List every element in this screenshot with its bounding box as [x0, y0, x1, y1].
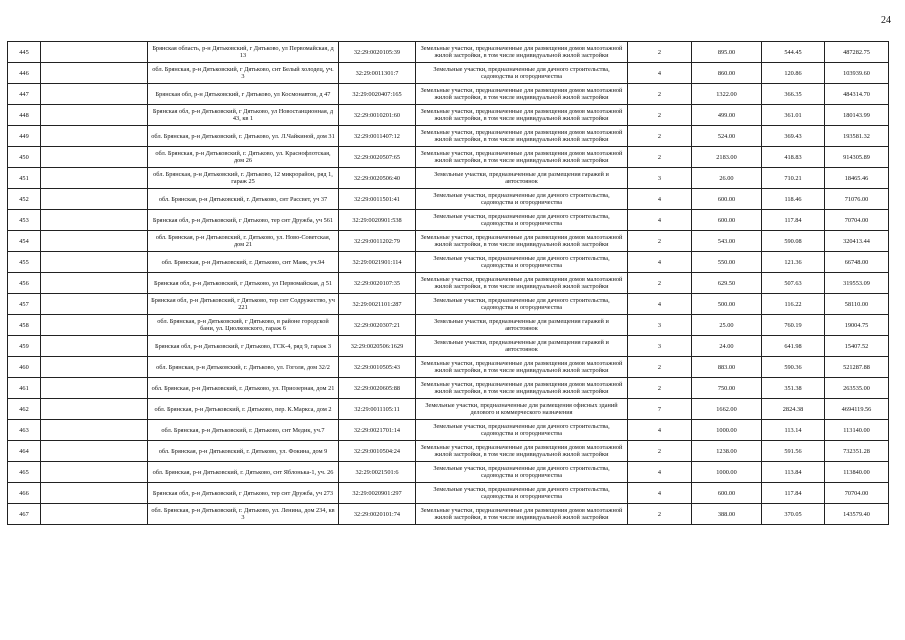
blank-cell [41, 210, 148, 231]
unit-value-cell: 2824.38 [762, 399, 825, 420]
group-cell: 2 [628, 231, 692, 252]
area-cell: 895.00 [692, 42, 762, 63]
land-use-cell: Земельные участки, предназначенные для размещения гаражей и автостоянок [416, 315, 628, 336]
cadastral-value-cell: 732351.28 [825, 441, 889, 462]
unit-value-cell: 117.84 [762, 210, 825, 231]
row-number-cell: 447 [8, 84, 41, 105]
unit-value-cell: 120.86 [762, 63, 825, 84]
address-cell: обл. Брянская, р-н Дятьковский, г. Дятьково, ул. Гоголя, дом 32/2 [148, 357, 339, 378]
group-cell: 2 [628, 357, 692, 378]
land-use-cell: Земельные участки, предназначенные для размещения домов малоэтажной жилой застройки, в том числе индивидуальной жилой застройки [416, 441, 628, 462]
group-cell: 2 [628, 378, 692, 399]
area-cell: 629.50 [692, 273, 762, 294]
cadastral-number-cell: 32:29:0010505:43 [339, 357, 416, 378]
address-cell: Брянская обл, р-н Дятьковский, г Дятьково, ул Новостанционная, д 43, кв 1 [148, 105, 339, 126]
group-cell: 3 [628, 336, 692, 357]
land-use-cell: Земельные участки, предназначенные для дачного строительства, садоводства и огородничества [416, 189, 628, 210]
address-cell: Брянская обл, р-н Дятьковский, г Дятьково, ул Космонавтов, д 47 [148, 84, 339, 105]
cadastral-number-cell: 32:29:0021901:114 [339, 252, 416, 273]
group-cell: 2 [628, 42, 692, 63]
land-use-cell: Земельные участки, предназначенные для размещения гаражей и автостоянок [416, 336, 628, 357]
row-number-cell: 461 [8, 378, 41, 399]
blank-cell [41, 63, 148, 84]
cadastral-value-cell: 18465.46 [825, 168, 889, 189]
blank-cell [41, 441, 148, 462]
row-number-cell: 454 [8, 231, 41, 252]
unit-value-cell: 121.36 [762, 252, 825, 273]
address-cell: обл. Брянская, р-н Дятьковский, г. Дятьково, снт Маяк, уч.94 [148, 252, 339, 273]
table-row [8, 273, 889, 294]
blank-cell [41, 273, 148, 294]
area-cell: 600.00 [692, 189, 762, 210]
address-cell: Брянская область, р-н Дятьковский, г Дятьково, ул Первомайская, д 13 [148, 42, 339, 63]
address-cell: обл. Брянская, р-н Дятьковский, г Дятьково, снт Белый холодец, уч. 3 [148, 63, 339, 84]
cadastral-number-cell: 32:29:0011407:12 [339, 126, 416, 147]
unit-value-cell: 590.08 [762, 231, 825, 252]
table-row [8, 63, 889, 84]
unit-value-cell: 118.46 [762, 189, 825, 210]
address-cell: обл. Брянская, р-н Дятьковский, г. Дятьково, ул. Л.Чайкиной, дом 31 [148, 126, 339, 147]
unit-value-cell: 544.45 [762, 42, 825, 63]
area-cell: 26.00 [692, 168, 762, 189]
area-cell: 600.00 [692, 483, 762, 504]
cadastral-number-cell: 32:29:0020506:1629 [339, 336, 416, 357]
table-body [8, 42, 889, 525]
cadastral-number-cell: 32:29:0021101:287 [339, 294, 416, 315]
cadastral-value-cell: 180143.99 [825, 105, 889, 126]
group-cell: 2 [628, 126, 692, 147]
table-row [8, 126, 889, 147]
row-number-cell: 452 [8, 189, 41, 210]
row-number-cell: 465 [8, 462, 41, 483]
cadastral-value-cell: 521287.88 [825, 357, 889, 378]
unit-value-cell: 361.01 [762, 105, 825, 126]
blank-cell [41, 294, 148, 315]
cadastral-value-cell: 103939.60 [825, 63, 889, 84]
table-row [8, 252, 889, 273]
land-use-cell: Земельные участки, предназначенные для дачного строительства, садоводства и огородничества [416, 63, 628, 84]
group-cell: 2 [628, 147, 692, 168]
cadastral-number-cell: 32:29:0021501:6 [339, 462, 416, 483]
area-cell: 2183.00 [692, 147, 762, 168]
table-row [8, 336, 889, 357]
cadastral-value-cell: 4694119.56 [825, 399, 889, 420]
group-cell: 4 [628, 189, 692, 210]
row-number-cell: 450 [8, 147, 41, 168]
group-cell: 4 [628, 252, 692, 273]
blank-cell [41, 126, 148, 147]
blank-cell [41, 420, 148, 441]
row-number-cell: 462 [8, 399, 41, 420]
cadastral-number-cell: 32:29:0020107:35 [339, 273, 416, 294]
area-cell: 550.00 [692, 252, 762, 273]
group-cell: 2 [628, 84, 692, 105]
address-cell: Брянская обл, р-н Дятьковский, г Дятьково, ул Первомайская, д 51 [148, 273, 339, 294]
cadastral-number-cell: 32:29:0011202:79 [339, 231, 416, 252]
cadastral-value-cell: 914305.89 [825, 147, 889, 168]
blank-cell [41, 147, 148, 168]
row-number-cell: 448 [8, 105, 41, 126]
page-number: 24 [881, 15, 891, 26]
table-row [8, 210, 889, 231]
area-cell: 1000.00 [692, 420, 762, 441]
table-row [8, 441, 889, 462]
cadastral-number-cell: 32:29:0011105:11 [339, 399, 416, 420]
cadastral-value-cell: 320413.44 [825, 231, 889, 252]
unit-value-cell: 351.38 [762, 378, 825, 399]
row-number-cell: 449 [8, 126, 41, 147]
address-cell: обл. Брянская, р-н Дятьковский, г Дятьково, в районе городской бани, ул. Циолковского, гараж 6 [148, 315, 339, 336]
row-number-cell: 445 [8, 42, 41, 63]
land-use-cell: Земельные участки, предназначенные для размещения домов малоэтажной жилой застройки, в том числе индивидуальной жилой застройки [416, 42, 628, 63]
table-row [8, 315, 889, 336]
group-cell: 3 [628, 168, 692, 189]
blank-cell [41, 378, 148, 399]
cadastral-value-cell: 143579.40 [825, 504, 889, 525]
group-cell: 4 [628, 420, 692, 441]
land-use-cell: Земельные участки, предназначенные для размещения домов малоэтажной жилой застройки, в том числе индивидуальной жилой застройки [416, 504, 628, 525]
group-cell: 4 [628, 210, 692, 231]
row-number-cell: 456 [8, 273, 41, 294]
cadastral-value-cell: 487282.75 [825, 42, 889, 63]
land-use-cell: Земельные участки, предназначенные для размещения домов малоэтажной жилой застройки, в том числе индивидуальной жилой застройки [416, 231, 628, 252]
unit-value-cell: 591.56 [762, 441, 825, 462]
address-cell: Брянская обл, р-н Дятьковский, г Дятьково, тер снт Дружба, уч 561 [148, 210, 339, 231]
unit-value-cell: 641.98 [762, 336, 825, 357]
blank-cell [41, 399, 148, 420]
row-number-cell: 463 [8, 420, 41, 441]
cadastral-value-cell: 19004.75 [825, 315, 889, 336]
cadastral-number-cell: 32:29:0020105:39 [339, 42, 416, 63]
cadastral-value-cell: 113140.00 [825, 420, 889, 441]
cadastral-value-cell: 71076.00 [825, 189, 889, 210]
table-row [8, 168, 889, 189]
address-cell: обл. Брянская, р-н Дятьковский, г. Дятьково, ул. Ленина, дом 234, кв 3 [148, 504, 339, 525]
cadastral-number-cell: 32:29:0011301:7 [339, 63, 416, 84]
table-row [8, 399, 889, 420]
table-row [8, 42, 889, 63]
cadastral-value-cell: 66748.00 [825, 252, 889, 273]
table-row [8, 147, 889, 168]
cadastral-number-cell: 32:29:0020605:88 [339, 378, 416, 399]
row-number-cell: 451 [8, 168, 41, 189]
cadastral-number-cell: 32:29:0010201:60 [339, 105, 416, 126]
land-use-cell: Земельные участки, предназначенные для размещения домов малоэтажной жилой застройки, в том числе индивидуальной жилой застройки [416, 84, 628, 105]
table-row [8, 84, 889, 105]
table-row [8, 189, 889, 210]
group-cell: 4 [628, 462, 692, 483]
address-cell: Брянская обл, р-н Дятьковский, г Дятьково, ГСК-4, ряд 9, гараж 3 [148, 336, 339, 357]
blank-cell [41, 189, 148, 210]
row-number-cell: 464 [8, 441, 41, 462]
table-row [8, 483, 889, 504]
table-row [8, 231, 889, 252]
row-number-cell: 460 [8, 357, 41, 378]
cadastral-number-cell: 32:29:0011501:41 [339, 189, 416, 210]
cadastral-value-cell: 58110.00 [825, 294, 889, 315]
group-cell: 2 [628, 273, 692, 294]
table-row [8, 357, 889, 378]
blank-cell [41, 336, 148, 357]
address-cell: Брянская обл, р-н Дятьковский, г Дятьково, тер снт Содружество, уч 221 [148, 294, 339, 315]
address-cell: обл. Брянская, р-н Дятьковский, г. Дятьково, ул. Фокина, дом 9 [148, 441, 339, 462]
cadastral-number-cell: 32:29:0021701:14 [339, 420, 416, 441]
unit-value-cell: 590.36 [762, 357, 825, 378]
row-number-cell: 453 [8, 210, 41, 231]
unit-value-cell: 117.84 [762, 483, 825, 504]
blank-cell [41, 462, 148, 483]
group-cell: 4 [628, 63, 692, 84]
area-cell: 24.00 [692, 336, 762, 357]
table-row [8, 294, 889, 315]
land-use-cell: Земельные участки, предназначенные для дачного строительства, садоводства и огородничества [416, 462, 628, 483]
cadastral-value-cell: 113840.00 [825, 462, 889, 483]
cadastral-number-cell: 32:29:0020307:21 [339, 315, 416, 336]
area-cell: 25.00 [692, 315, 762, 336]
row-number-cell: 457 [8, 294, 41, 315]
land-use-cell: Земельные участки, предназначенные для дачного строительства, садоводства и огородничества [416, 483, 628, 504]
table-row [8, 420, 889, 441]
cadastral-number-cell: 32:29:0020506:40 [339, 168, 416, 189]
address-cell: обл. Брянская, р-н Дятьковский, г. Дятьково, ул. Ново-Советская, дом 21 [148, 231, 339, 252]
cadastral-number-cell: 32:29:0020901:297 [339, 483, 416, 504]
area-cell: 1000.00 [692, 462, 762, 483]
cadastral-value-cell: 15407.52 [825, 336, 889, 357]
cadastral-number-cell: 32:29:0020901:538 [339, 210, 416, 231]
group-cell: 7 [628, 399, 692, 420]
table-row [8, 105, 889, 126]
area-cell: 388.00 [692, 504, 762, 525]
land-use-cell: Земельные участки, предназначенные для размещения домов малоэтажной жилой застройки, в том числе индивидуальной жилой застройки [416, 357, 628, 378]
address-cell: обл. Брянская, р-н Дятьковский, г. Дятьково, 12 микрорайон, ряд 1, гараж 25 [148, 168, 339, 189]
cadastral-value-cell: 70704.00 [825, 210, 889, 231]
cadastral-value-cell: 484314.70 [825, 84, 889, 105]
land-use-cell: Земельные участки, предназначенные для размещения гаражей и автостоянок [416, 168, 628, 189]
land-use-cell: Земельные участки, предназначенные для размещения домов малоэтажной жилой застройки, в том числе индивидуальной жилой застройки [416, 126, 628, 147]
cadastral-number-cell: 32:29:0010504:24 [339, 441, 416, 462]
row-number-cell: 458 [8, 315, 41, 336]
blank-cell [41, 252, 148, 273]
land-use-cell: Земельные участки, предназначенные для дачного строительства, садоводства и огородничества [416, 420, 628, 441]
unit-value-cell: 370.05 [762, 504, 825, 525]
cadastral-value-cell: 193581.32 [825, 126, 889, 147]
group-cell: 2 [628, 441, 692, 462]
land-use-cell: Земельные участки, предназначенные для размещения домов малоэтажной жилой застройки, в том числе индивидуальной жилой застройки [416, 105, 628, 126]
address-cell: обл. Брянская, р-н Дятьковский, г. Дятьково, снт Медик, уч.7 [148, 420, 339, 441]
group-cell: 4 [628, 483, 692, 504]
blank-cell [41, 42, 148, 63]
area-cell: 500.00 [692, 294, 762, 315]
land-use-cell: Земельные участки, предназначенные для дачного строительства, садоводства и огородничества [416, 252, 628, 273]
unit-value-cell: 366.35 [762, 84, 825, 105]
unit-value-cell: 710.21 [762, 168, 825, 189]
area-cell: 499.00 [692, 105, 762, 126]
blank-cell [41, 168, 148, 189]
cadastral-value-cell: 70704.00 [825, 483, 889, 504]
blank-cell [41, 483, 148, 504]
address-cell: обл. Брянская, р-н Дятьковский, г. Дятьково, пер. К.Маркса, дом 2 [148, 399, 339, 420]
table-row [8, 504, 889, 525]
cadastral-number-cell: 32:29:0020101:74 [339, 504, 416, 525]
area-cell: 1322.00 [692, 84, 762, 105]
unit-value-cell: 113.84 [762, 462, 825, 483]
cadastral-number-cell: 32:29:0020407:165 [339, 84, 416, 105]
blank-cell [41, 84, 148, 105]
area-cell: 600.00 [692, 210, 762, 231]
unit-value-cell: 116.22 [762, 294, 825, 315]
cadastral-value-table [7, 41, 889, 525]
address-cell: обл. Брянская, р-н Дятьковский, г. Дятьково, ул. Приозерная, дом 21 [148, 378, 339, 399]
blank-cell [41, 105, 148, 126]
area-cell: 750.00 [692, 378, 762, 399]
table-row [8, 462, 889, 483]
table-row [8, 378, 889, 399]
row-number-cell: 466 [8, 483, 41, 504]
land-use-cell: Земельные участки, предназначенные для размещения домов малоэтажной жилой застройки, в том числе индивидуальной жилой застройки [416, 273, 628, 294]
area-cell: 1662.00 [692, 399, 762, 420]
unit-value-cell: 369.43 [762, 126, 825, 147]
address-cell: обл. Брянская, р-н Дятьковский, г. Дятьково, ул. Краснофлотская, дом 26 [148, 147, 339, 168]
row-number-cell: 446 [8, 63, 41, 84]
row-number-cell: 459 [8, 336, 41, 357]
area-cell: 883.00 [692, 357, 762, 378]
row-number-cell: 467 [8, 504, 41, 525]
address-cell: обл. Брянская, р-н Дятьковский, г. Дятьково, снт Рассвет, уч 37 [148, 189, 339, 210]
unit-value-cell: 760.19 [762, 315, 825, 336]
cadastral-number-cell: 32:29:0020507:65 [339, 147, 416, 168]
area-cell: 543.00 [692, 231, 762, 252]
land-use-cell: Земельные участки, предназначенные для размещения домов малоэтажной жилой застройки, в том числе индивидуальной жилой застройки [416, 378, 628, 399]
group-cell: 4 [628, 294, 692, 315]
area-cell: 860.00 [692, 63, 762, 84]
area-cell: 1238.00 [692, 441, 762, 462]
area-cell: 524.00 [692, 126, 762, 147]
group-cell: 3 [628, 315, 692, 336]
group-cell: 2 [628, 504, 692, 525]
land-use-cell: Земельные участки, предназначенные для размещения офисных зданий делового и коммерческого назначения [416, 399, 628, 420]
address-cell: обл. Брянская, р-н Дятьковский, г. Дятьково, снт Яблонька-1, уч. 26 [148, 462, 339, 483]
unit-value-cell: 507.63 [762, 273, 825, 294]
blank-cell [41, 315, 148, 336]
row-number-cell: 455 [8, 252, 41, 273]
land-use-cell: Земельные участки, предназначенные для дачного строительства, садоводства и огородничества [416, 294, 628, 315]
blank-cell [41, 504, 148, 525]
cadastral-value-cell: 263535.00 [825, 378, 889, 399]
unit-value-cell: 418.83 [762, 147, 825, 168]
address-cell: Брянская обл, р-н Дятьковский, г Дятьково, тер снт Дружба, уч 273 [148, 483, 339, 504]
group-cell: 2 [628, 105, 692, 126]
land-use-cell: Земельные участки, предназначенные для дачного строительства, садоводства и огородничества [416, 210, 628, 231]
land-use-cell: Земельные участки, предназначенные для размещения домов малоэтажной жилой застройки, в том числе индивидуальной жилой застройки [416, 147, 628, 168]
blank-cell [41, 231, 148, 252]
blank-cell [41, 357, 148, 378]
cadastral-value-cell: 319553.09 [825, 273, 889, 294]
unit-value-cell: 113.14 [762, 420, 825, 441]
